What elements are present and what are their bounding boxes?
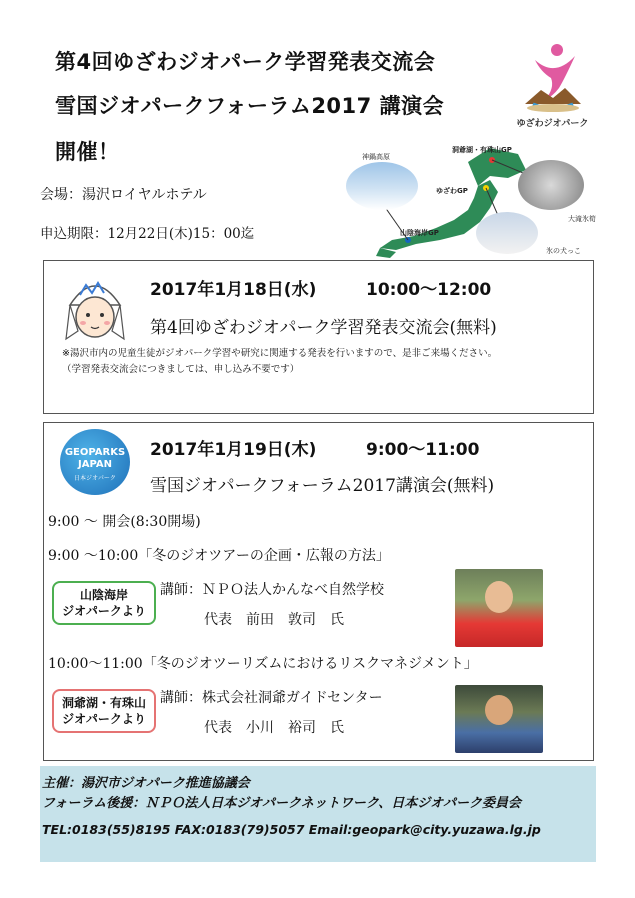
talk2-tag-line-2: ジオパークより: [62, 712, 146, 726]
geoparks-japan-badge-icon: [60, 429, 130, 495]
talk2-speaker-name: 代表 小川 裕司 氏: [204, 720, 344, 736]
venue-text: 会場：湯沢ロイヤルホテル: [40, 187, 207, 203]
talk1-title: 9:00 ～10:00「冬のジオツアーの企画・広報の方法」: [48, 548, 390, 564]
mascot-icon: [64, 273, 126, 343]
talk2-speaker: 講師：株式会社洞爺ガイドセンター: [160, 690, 383, 706]
label-kamikami: 神鍋高原: [362, 153, 390, 161]
label-sanriku: 山陰海岸GP: [400, 229, 439, 237]
yuzawa-geopark-logo: [515, 38, 590, 133]
photo-ice-stalagmite: [518, 160, 584, 210]
footer-contact: TEL:0183(55)8195 FAX:0183(79)5057 Email:geopark@city.yuzawa.lg.jp: [42, 822, 541, 837]
talk1-tag-line-2: ジオパークより: [62, 604, 146, 618]
footer-host: 主催：湯沢市ジオパーク推進協議会: [42, 776, 250, 791]
japan-map-collage: [340, 140, 610, 258]
photo-snow-hikers: [346, 162, 418, 210]
footer-panel: [40, 766, 596, 862]
badge-line-3: 日本ジオパーク: [74, 475, 116, 482]
footer-support: フォーラム後援：ＮＰＯ法人日本ジオパークネットワーク、日本ジオパーク委員会: [42, 796, 522, 811]
label-ice-dog: 氷の犬っこ: [546, 247, 581, 255]
event1-name: 第4回ゆざわジオパーク学習発表交流会(無料): [150, 318, 497, 338]
logo-text: ゆざわジオパーク: [516, 119, 589, 129]
title-line-2: 雪国ジオパークフォーラム2017 講演会: [55, 94, 445, 118]
event2-open-time: 9:00 ～ 開会(8:30開場): [48, 514, 201, 530]
label-ootaki: 大滝氷筍: [568, 215, 596, 223]
title-line-1: 第4回ゆざわジオパーク学習発表交流会: [55, 50, 436, 74]
event1-date: 2017年1月18日(水): [150, 280, 317, 300]
title-line-3: 開催！: [55, 140, 120, 164]
talk2-face: [485, 695, 513, 725]
event2-name: 雪国ジオパークフォーラム2017講演会(無料): [150, 476, 495, 496]
photo-ice-dog: [476, 212, 538, 254]
talk2-speaker-photo: [455, 685, 543, 753]
talk1-face: [485, 581, 513, 613]
talk1-speaker-photo: [455, 569, 543, 647]
talk2-tag-line-1: 洞爺湖・有珠山: [61, 696, 146, 710]
badge-line-1: GEOPARKS: [64, 447, 126, 458]
event1-note-1: ※湯沢市内の児童生徒がジオパーク学習や研究に関連する発表を行いますので、是非ご来場ください。: [62, 348, 498, 359]
label-yuzawa: ゆざわGP: [436, 187, 468, 195]
talk2-origin-tag: [52, 689, 156, 733]
event1-box: [43, 260, 594, 414]
event1-time: 10:00～12:00: [366, 280, 492, 300]
event2-time: 9:00～11:00: [366, 440, 480, 460]
badge-line-2: JAPAN: [78, 459, 112, 470]
event2-date: 2017年1月19日(木): [150, 440, 317, 460]
label-toya: 洞爺湖・有珠山GP: [452, 146, 512, 154]
talk1-speaker-name: 代表 前田 敦司 氏: [204, 612, 344, 628]
talk1-speaker: 講師：ＮＰＯ法人かんなべ自然学校: [160, 582, 384, 598]
event2-box: [43, 422, 594, 761]
deadline-text: 申込期限：12月22日(木)15：00迄: [40, 226, 255, 242]
event1-note-2: （学習発表交流会につきましては、申し込み不要です）: [62, 364, 300, 375]
logo-figure-icon: [515, 38, 590, 118]
talk1-tag-line-1: 山陰海岸: [79, 588, 128, 602]
talk1-origin-tag: [52, 581, 156, 625]
talk2-title: 10:00～11:00「冬のジオツーリズムにおけるリスクマネジメント」: [48, 656, 478, 672]
